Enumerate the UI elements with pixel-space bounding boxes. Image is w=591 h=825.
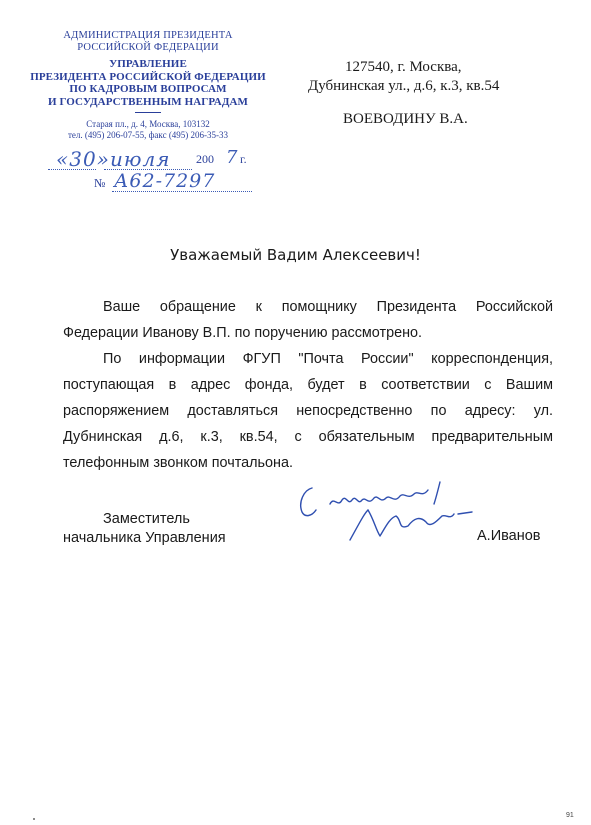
page-number: 91 <box>566 812 574 819</box>
addressee-line2: Дубнинская ул., д.6, к.3, кв.54 <box>308 78 500 94</box>
letterhead-administration-line1: АДМИНИСТРАЦИЯ ПРЕЗИДЕНТА <box>63 30 233 41</box>
letterhead-department-line2: ПРЕЗИДЕНТА РОССИЙСКОЙ ФЕДЕРАЦИИ <box>30 70 266 83</box>
addressee-line1: 127540, г. Москва, <box>345 59 462 75</box>
letterhead-department-line4: И ГОСУДАРСТВЕННЫМ НАГРАДАМ <box>47 95 249 108</box>
letterhead-administration-line2: РОССИЙСКОЙ ФЕДЕРАЦИИ <box>77 42 219 53</box>
letterhead-department-line3: ПО КАДРОВЫМ ВОПРОСАМ <box>69 83 227 95</box>
letterhead-divider <box>135 112 161 113</box>
number-prefix: № <box>94 176 106 190</box>
date-year-suffix: 7 <box>226 147 238 168</box>
salutation: Уважаемый Вадим Алексеевич! <box>170 246 421 264</box>
letter-body <box>63 294 553 476</box>
number-underline <box>112 191 252 192</box>
signature-title <box>63 510 226 548</box>
body-paragraph-1: Ваше обращение к помощнику Президента Российской Федерации Иванову В.П. по поручению рассмотрено. <box>63 299 553 341</box>
letterhead-phone: тел. (495) 206-07-55, факс (495) 206-35-33 <box>67 130 229 140</box>
date-year-prefix: 200 <box>196 152 214 166</box>
scan-speck <box>33 818 35 820</box>
number-value: А62-7297 <box>114 170 216 192</box>
body-paragraph-2: По информации ФГУП "Почта России" корреспонденция, поступающая в адрес фонда, будет в соответствии с Вашим распоряжением доставляться непосредственно по адресу: ул. Дубнинская д.6, к.3, кв.54, с обязательным предварительным телефонным звонком почтальона. <box>63 351 553 471</box>
date-day: «30» <box>56 147 110 171</box>
number-field <box>82 170 262 194</box>
date-month: июля <box>110 147 171 171</box>
letterhead-address: Старая пл., д. 4, Москва, 103132 <box>86 119 210 129</box>
recipient-name: ВОЕВОДИНУ В.А. <box>343 111 468 127</box>
date-year-mark: г. <box>240 152 247 166</box>
handwritten-signature <box>290 470 490 550</box>
letterhead-department-line1: УПРАВЛЕНИЕ <box>109 58 187 70</box>
signature-title-line2: начальника Управления <box>63 530 226 546</box>
signer-name: А.Иванов <box>477 528 541 544</box>
letterhead <box>28 30 268 141</box>
signature-title-line1: Заместитель <box>103 511 190 527</box>
